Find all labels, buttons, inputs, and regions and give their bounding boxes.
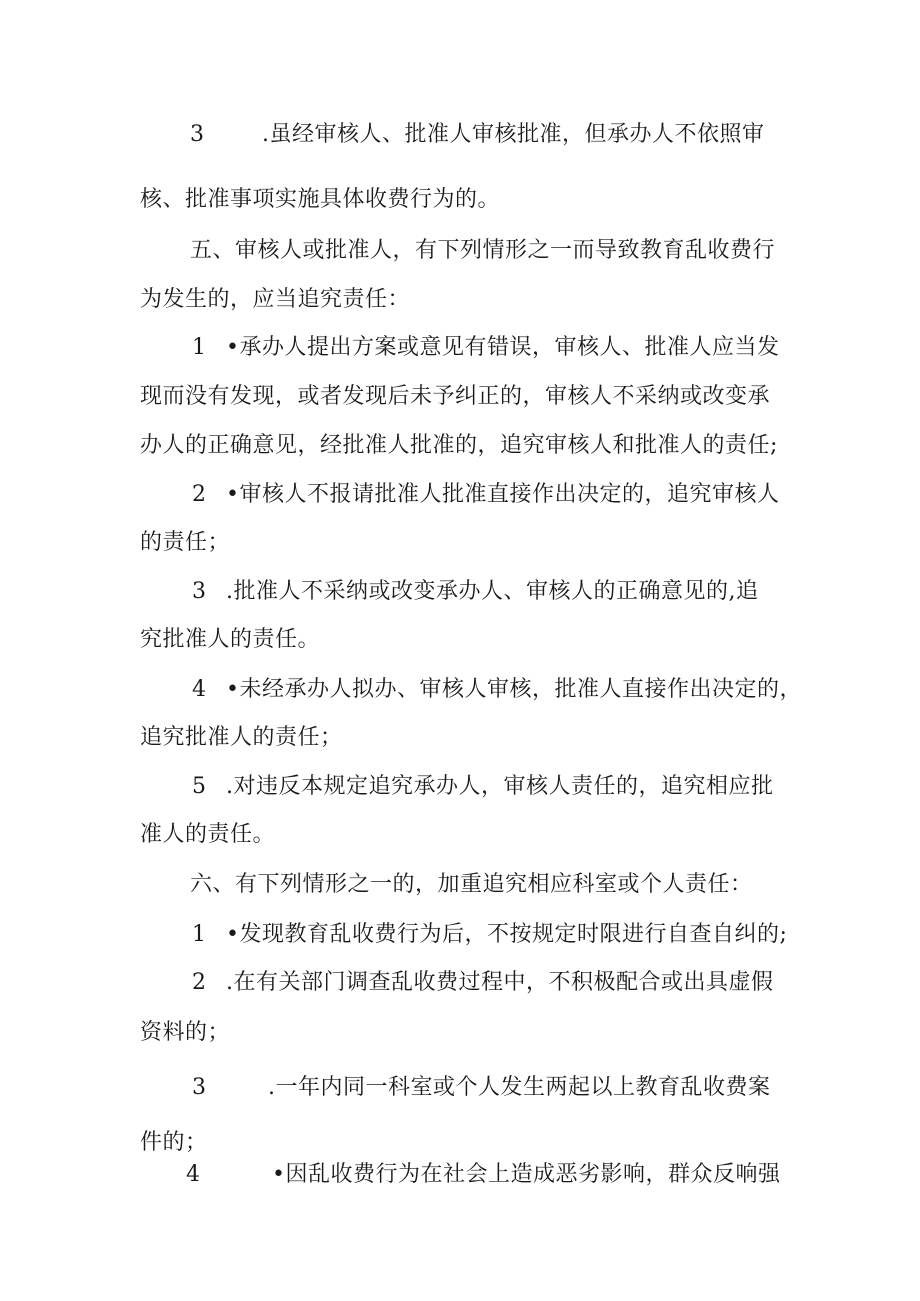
text-line bbox=[140, 625, 320, 655]
item-number: 5 bbox=[192, 774, 207, 799]
item-number: 1 bbox=[192, 922, 207, 947]
item-number: 4 bbox=[186, 1162, 201, 1187]
line-text: 现而没有发现，或者发现后未予纠正的，审核人不采纳或改变承 bbox=[140, 384, 771, 409]
text-line bbox=[140, 723, 343, 753]
line-text: 资料的； bbox=[140, 1020, 231, 1045]
text-line bbox=[140, 1018, 230, 1048]
text-line bbox=[140, 382, 770, 412]
text-line bbox=[192, 577, 759, 607]
line-text: .对违反本规定追究承办人，审核人责任的，追究相应批 bbox=[226, 774, 774, 799]
text-line bbox=[192, 480, 779, 510]
text-line bbox=[192, 333, 779, 363]
line-text: •审核人不报请批准人批准直接作出决定的，追究审核人 bbox=[226, 482, 780, 507]
text-line bbox=[140, 820, 275, 850]
text-line bbox=[140, 431, 778, 461]
line-text: •发现教育乱收费行为后，不按规定时限进行自查自纠的; bbox=[226, 922, 788, 947]
line-text: 为发生的，应当追究责任： bbox=[140, 287, 411, 312]
line-text: •因乱收费行为在社会上造成恶劣影响，群众反响强 bbox=[272, 1162, 781, 1187]
text-line bbox=[192, 920, 787, 950]
text-line bbox=[190, 120, 765, 150]
text-line bbox=[192, 1073, 771, 1103]
item-number: 4 bbox=[192, 677, 207, 702]
line-text: 究批准人的责任。 bbox=[140, 627, 321, 652]
text-line bbox=[140, 185, 500, 215]
item-number: 2 bbox=[192, 970, 207, 995]
line-text: •未经承办人拟办、审核人审核，批准人直接作出决定的， bbox=[226, 677, 802, 702]
line-text: 追究批准人的责任； bbox=[140, 725, 343, 750]
item-number: 3 bbox=[190, 122, 205, 147]
line-text: .在有关部门调查乱收费过程中，不积极配合或出具虚假 bbox=[226, 970, 774, 995]
item-number: 3 bbox=[192, 1075, 207, 1100]
line-text: 五、审核人或批准人，有下列情形之一而导致教育乱收费行 bbox=[190, 238, 776, 263]
text-line bbox=[186, 1160, 780, 1190]
item-number: 2 bbox=[192, 482, 207, 507]
text-line bbox=[140, 1128, 208, 1158]
text-line bbox=[192, 772, 774, 802]
line-text: .批准人不采纳或改变承办人、审核人的正确意见的,追 bbox=[226, 579, 759, 604]
line-text: .虽经审核人、批准人审核批准，但承办人不依照审 bbox=[262, 122, 765, 147]
text-line bbox=[192, 968, 774, 998]
item-number: 3 bbox=[192, 579, 207, 604]
line-text: 的责任； bbox=[140, 530, 231, 555]
text-line bbox=[192, 675, 802, 705]
section-heading bbox=[190, 870, 753, 900]
line-text: 件的； bbox=[140, 1130, 208, 1155]
line-text: 核、批准事项实施具体收费行为的。 bbox=[140, 187, 501, 212]
text-line bbox=[140, 528, 230, 558]
text-line bbox=[140, 285, 410, 315]
line-text: 办人的正确意见，经批准人批准的，追究审核人和批准人的责任; bbox=[140, 433, 778, 458]
line-text: 六、有下列情形之一的，加重追究相应科室或个人责任： bbox=[190, 872, 753, 897]
line-text: 准人的责任。 bbox=[140, 822, 276, 847]
line-text: .一年内同一科室或个人发生两起以上教育乱收费案 bbox=[268, 1075, 771, 1100]
item-number: 1 bbox=[192, 335, 207, 360]
line-text: •承办人提出方案或意见有错误，审核人、批准人应当发 bbox=[226, 335, 780, 360]
section-heading bbox=[190, 236, 775, 266]
